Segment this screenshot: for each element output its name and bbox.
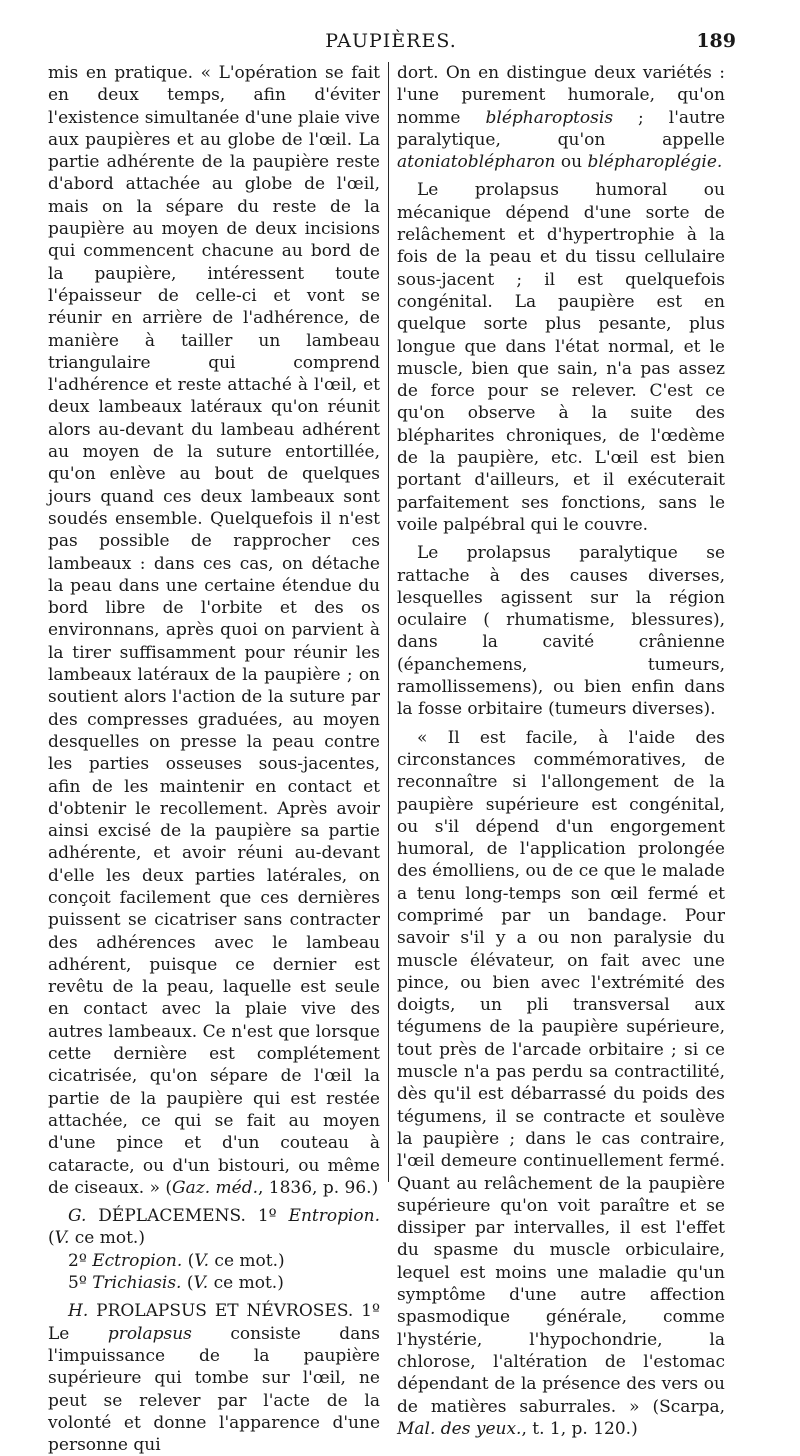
citation-source: Gaz. méd.	[172, 1177, 258, 1198]
section-heading-h: H. PROLAPSUS ET NÉVROSES. 1º Le prolapsus consiste dans l'impuissance de la paupière supérieure qui tombe sur l'œil, ne peut se relever par l'acte de la volonté et donne l'apparence d'une personne qui	[48, 1301, 380, 1456]
page-number: 189	[696, 30, 736, 52]
paragraph: mis en pratique. « L'opération se fait en deux temps, afin d'éviter l'existence simultanée d'une plaie vive aux paupières et au globe de l'œil. La partie adhérente de la paupière reste d'abord attachée au globe de l'œil, mais on la sépare du reste de la paupière au moyen de deux incisions qui commencent chacune au bord de la paupière, intéressent toute l'épaisseur de celle-ci et vont se réunir en arrière de l'adhérence, de manière à tailler un lambeau triangulaire qui comprend l'adhérence et reste attaché à l'œil, et deux lambeaux latéraux qu'on réunit alors au-devant du lambeau adhérent au moyen de la suture entortillée, qu'on enlève au bout de quelques jours quand ces deux lambeaux sont soudés ensemble. Quelquefois il n'est pas possible de rapprocher ces lambeaux : dans ces cas, on détache la peau dans une certaine étendue du bord libre de l'orbite et des os environnans, après quoi on parvient à la tirer suffisamment pour réunir les lambeaux latéraux de la paupière ; on soutient alors l'action de la suture par des compresses graduées, au moyen desquelles on presse la peau contre les parties osseuses sous-jacentes, afin de les maintenir en contact et d'obtenir le recollement. Après avoir ainsi excisé de la paupière sa partie adhérente, et avoir réuni au-devant d'elle les deux parties latérales, on conçoit facilement que ces dernières puissent se cicatriser sans contracter des adhérences avec le lambeau adhérent, puisque ce dernier est revêtu de la peau, laquelle est seule en contact avec la plaie vive des autres lambeaux. Ce n'est que lorsque cette dernière est complétement cicatrisée, qu'on sépare de l'œil la partie de la paupière qui est restée attachée, ce qui se fait au moyen d'une pince et d'un couteau à cataracte, ou d'un bistouri, ou même de ciseaux. » (Gaz. méd., 1836, p. 96.)	[48, 63, 380, 1198]
column-divider	[388, 62, 389, 1182]
right-column	[397, 62, 725, 1440]
running-title: PAUPIÈRES.	[325, 30, 457, 52]
paragraph: Le prolapsus paralytique se rattache à des causes diverses, lesquelles agissent sur la région oculaire ( rhumatisme, blessures), dans la cavité crânienne (épanchemens, tumeurs, ramollissemens), ou bien enfin dans la fosse orbitaire (tumeurs diverses).	[397, 543, 725, 720]
citation-source: Mal. des yeux.	[397, 1418, 522, 1439]
list-item: 2º Ectropion. (V. ce mot.)	[68, 1250, 285, 1271]
paragraph: Le prolapsus humoral ou mécanique dépend d'une sorte de relâchement et d'hypertrophie à la fois de la peau et du tissu cellulaire sous-jacent ; il est quelquefois congénital. La paupière est en quelque sorte plus pesante, plus longue que dans l'état normal, et le muscle, bien que sain, n'a pas assez de force pour se relever. C'est ce qu'on observe à la suite des blépharites chroniques, de l'œdème de la paupière, etc. L'œil est bien portant d'ailleurs, et il exécuterait parfaitement ses fonctions, sans le voile palpébral qui le couvre.	[397, 180, 725, 535]
paragraph: dort. On en distingue deux variétés : l'une purement humorale, qu'on nomme blépharoptosis ; l'autre paralytique, qu'on appelle atoniatoblépharon ou blépharoplégie.	[397, 63, 726, 173]
left-column	[48, 62, 380, 1456]
list-item: 5º Trichiasis. (V. ce mot.)	[68, 1273, 284, 1294]
section-heading-g: G. DÉPLACEMENS. 1º Entropion. (V. ce mot.)	[48, 1206, 381, 1249]
page-header	[46, 30, 736, 60]
quotation: « Il est facile, à l'aide des circonstances commémoratives, de reconnaître si l'allongement de la paupière supérieure est congénital, ou s'il dépend d'un engorgement humoral, de l'application prolongée des émolliens, ou de ce que le malade a tenu long-temps son œil fermé et comprimé par un bandage. Pour savoir s'il y a ou non paralysie du muscle élévateur, on fait avec une pince, ou bien avec l'extrémité des doigts, un pli transversal aux tégumens de la paupière supérieure, tout près de l'arcade orbitaire ; si ce muscle n'a pas perdu sa contractilité, dès qu'il est débarrassé du poids des tégumens, il se contracte et soulève la paupière ; dans le cas contraire, l'œil demeure continuellement fermé. Quant au relâchement de la paupière supérieure qu'on voit paraître et se dissiper par intervalles, il est l'effet du spasme du muscle orbiculaire, lequel est moins une maladie qu'un symptôme d'une autre affection spasmodique générale, comme l'hystérie, l'hypochondrie, la chlorose, l'altération de l'estomac dépendant de la présence des vers ou de matières saburrales. » (Scarpa, Mal. des yeux., t. 1, p. 120.)	[397, 727, 725, 1439]
